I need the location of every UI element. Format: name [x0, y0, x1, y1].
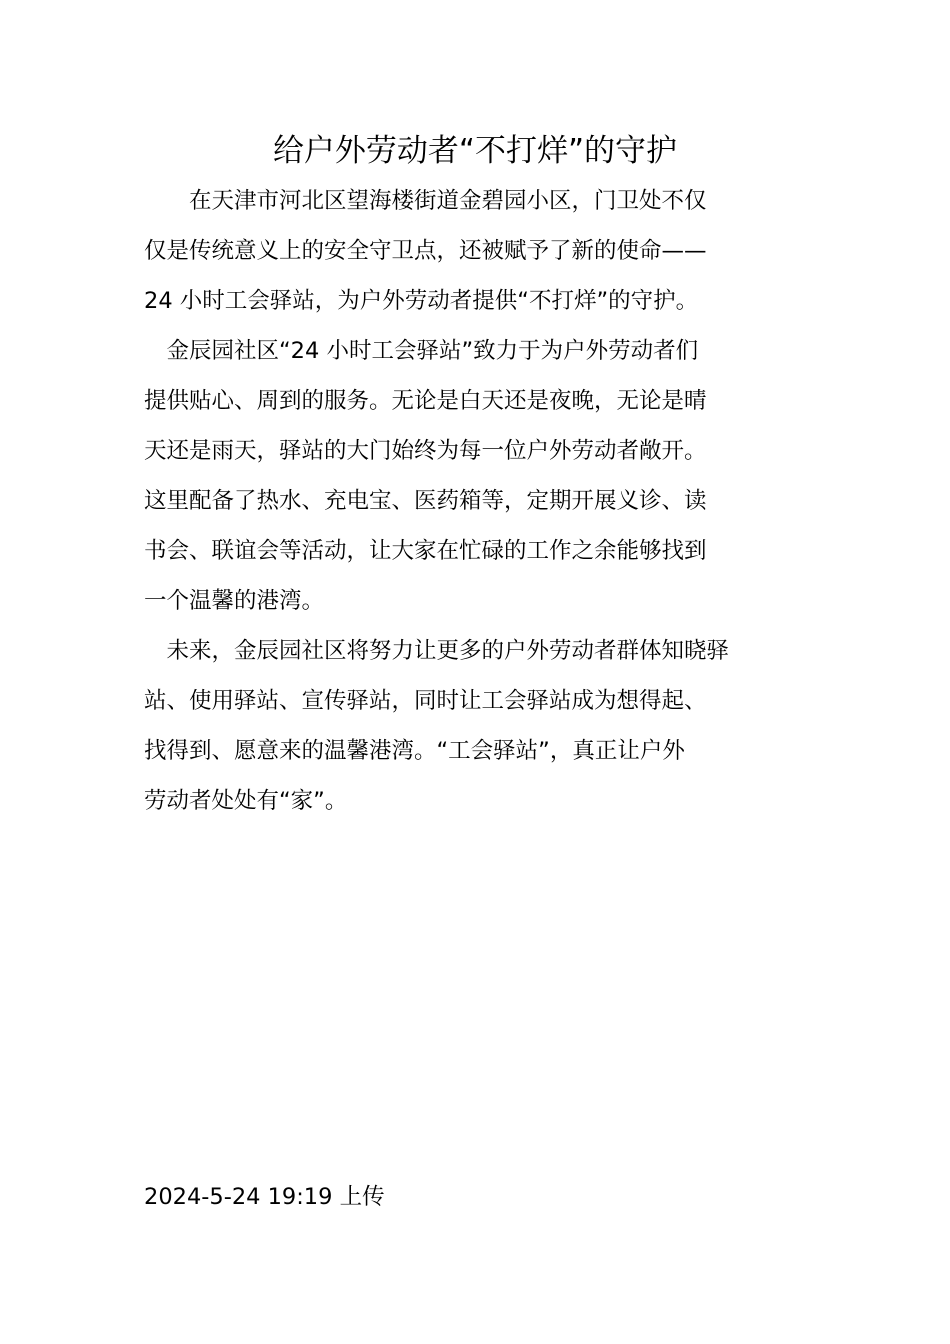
paragraph-line: 天还是雨天，驿站的大门始终为每一位户外劳动者敞开。: [144, 438, 707, 464]
paragraph-1: [144, 176, 808, 326]
paragraph-line: 未来，金辰园社区将努力让更多的户外劳动者群体知晓驿: [144, 638, 730, 664]
upload-timestamp: 2024-5-24 19:19 上传: [144, 1184, 385, 1210]
paragraph-line: 一个温馨的港湾。: [144, 588, 325, 614]
document-title: 给户外劳动者“不打烊”的守护: [272, 133, 678, 169]
paragraph-line: 劳动者处处有“家”。: [144, 788, 348, 814]
paragraph-line: 金辰园社区“24 小时工会驿站”致力于为户外劳动者们: [144, 338, 699, 364]
paragraph-line: 仅是传统意义上的安全守卫点，还被赋予了新的使命——: [144, 238, 707, 264]
paragraph-line: 书会、联谊会等活动，让大家在忙碌的工作之余能够找到: [144, 538, 707, 564]
paragraph-line: 在天津市河北区望海楼街道金碧园小区，门卫处不仅: [144, 188, 707, 214]
paragraph-3: [144, 626, 808, 826]
paragraph-line: 24 小时工会驿站，为户外劳动者提供“不打烊”的守护。: [144, 288, 699, 314]
paragraph-line: 提供贴心、周到的服务。无论是白天还是夜晚，无论是晴: [144, 388, 707, 414]
document-body: [144, 176, 808, 826]
paragraph-line: 找得到、愿意来的温馨港湾。“工会驿站”，真正让户外: [144, 738, 685, 764]
paragraph-line: 这里配备了热水、充电宝、医药箱等，定期开展义诊、读: [144, 488, 707, 514]
paragraph-line: 站、使用驿站、宣传驿站，同时让工会驿站成为想得起、: [144, 688, 707, 714]
paragraph-2: [144, 326, 808, 626]
